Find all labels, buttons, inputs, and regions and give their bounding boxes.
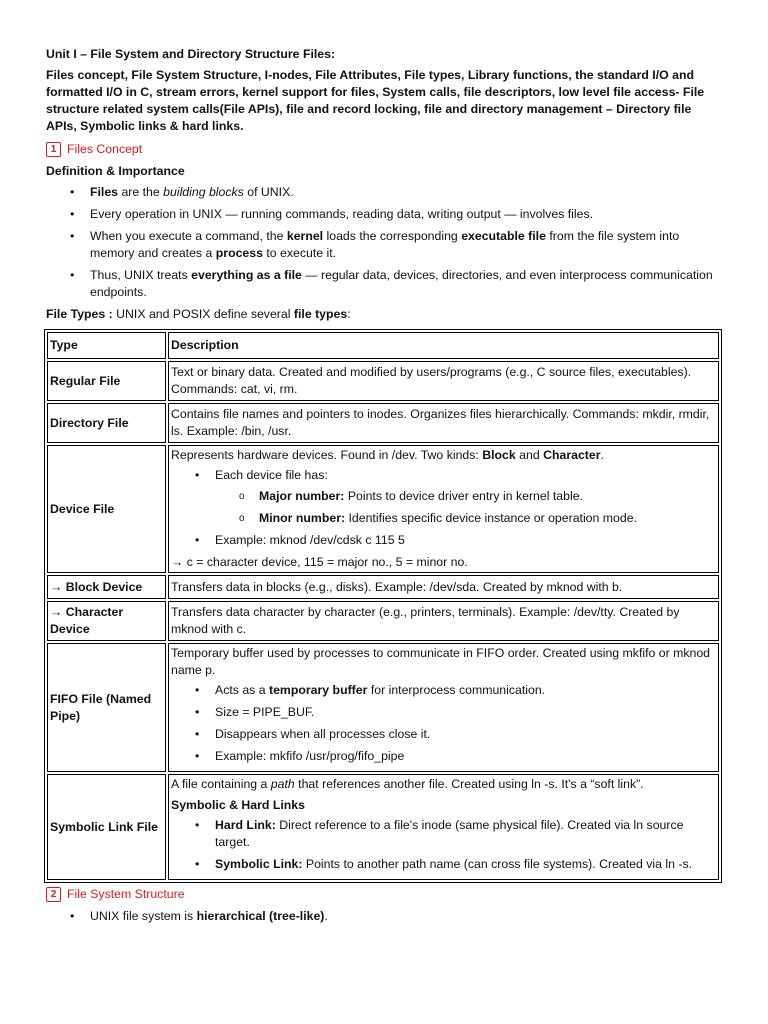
text: Represents hardware devices. Found in /dev. Two kinds:: [171, 448, 483, 462]
bold-text: Hard Link:: [215, 818, 276, 832]
bold-text: file types: [293, 307, 348, 321]
file-types-table: [44, 329, 722, 883]
list-item: • Disappears when all processes close it.: [215, 726, 716, 743]
text: Direct reference to a file's inode (same physical file). Created via ln source target.: [215, 818, 684, 849]
list-item: [215, 856, 716, 873]
table-row: [47, 361, 719, 401]
fifo-intro: Temporary buffer used by processes to communicate in FIFO order. Created using mkfifo or mknod name p.: [171, 646, 711, 677]
section-1-heading: [46, 141, 722, 158]
text: UNIX and POSIX define several: [112, 307, 294, 321]
list-item: • Example: mkfifo /usr/prog/fifo_pipe: [215, 748, 716, 765]
section-2-heading: [46, 886, 722, 903]
bold-text: Major number:: [259, 489, 345, 503]
description-cell: Transfers data character by character (e.g., printers, terminals). Example: /dev/tty. Created by mknod with c.: [168, 601, 719, 641]
type-cell: FIFO File (Named Pipe): [47, 643, 166, 772]
unit-title: Unit I – File System and Directory Structure Files:: [46, 47, 336, 61]
device-footer: → c = character device, 115 = major no., 5 = minor no.: [171, 555, 468, 569]
table-row: [47, 774, 719, 880]
number-2-icon: 2: [46, 887, 61, 902]
list-item: [90, 184, 722, 201]
bold-text: process: [215, 246, 263, 260]
unit-topics: Files concept, File System Structure, I-nodes, File Attributes, File types, Library functions, the standard I/O and formatted I/O in C, stream errors, kernel support for files, System calls, file descriptors, low level file access- File structure related system calls(File APIs), file and record locking, file and directory management – Directory file APIs, Symbolic links & hard links.: [46, 68, 705, 133]
list-item: [215, 532, 716, 549]
text: Points to device driver entry in kernel table.: [344, 489, 583, 503]
text: Points to another path name (can cross file systems). Created via ln -s.: [302, 857, 693, 871]
type-cell: → Block Device: [47, 575, 166, 599]
type-cell: Directory File: [47, 403, 166, 443]
fifo-list: [171, 682, 716, 765]
text: UNIX file system is: [90, 909, 197, 923]
list-item: [90, 228, 722, 262]
table-header-row: [47, 332, 719, 359]
type-cell: → Character Device: [47, 601, 166, 641]
table-row: [47, 601, 719, 641]
definition-list: [46, 184, 722, 301]
text: that references another file. Created using ln -s. It's a “soft link”.: [294, 777, 644, 791]
text: and: [515, 448, 544, 462]
bold-text: Symbolic Link:: [215, 857, 303, 871]
bold-text: temporary buffer: [269, 683, 368, 697]
text: When you execute a command, the: [90, 229, 287, 243]
header-description: Description: [168, 332, 719, 359]
bold-text: Character: [543, 448, 601, 462]
text: for interprocess communication.: [367, 683, 546, 697]
list-item: • Size = PIPE_BUF.: [215, 704, 716, 721]
list-item: [215, 682, 716, 699]
table-row: [47, 575, 719, 599]
device-intro: [171, 447, 716, 464]
list-item: [90, 267, 722, 301]
bold-text: executable file: [461, 229, 546, 243]
description-cell: [168, 445, 719, 573]
list-item: [259, 488, 716, 505]
links-subheading: Symbolic & Hard Links: [171, 798, 305, 812]
header-type: Type: [47, 332, 166, 359]
bold-text: everything as a file: [191, 268, 302, 282]
section-2-title: File System Structure: [67, 887, 185, 901]
text: Every operation in UNIX — running commands, reading data, writing output — involves files.: [90, 207, 594, 221]
italic-text: building blocks: [163, 185, 244, 199]
description-cell: Transfers data in blocks (e.g., disks). Example: /dev/sda. Created by mknod with b.: [168, 575, 719, 599]
device-list: [171, 467, 716, 549]
number-1-icon: 1: [46, 142, 61, 157]
text: .: [324, 909, 328, 923]
text: Thus, UNIX treats: [90, 268, 192, 282]
text: A file containing a: [171, 777, 271, 791]
italic-text: path: [270, 777, 295, 791]
list-item: [90, 908, 722, 925]
symlink-intro: [171, 776, 716, 793]
text: Example: mknod /dev/cdsk c 115 5: [215, 533, 405, 547]
description-cell: Contains file names and pointers to inodes. Organizes files hierarchically. Commands: mkdir, rmdir, ls. Example: /bin, /usr.: [168, 403, 719, 443]
definition-subheading: Definition & Importance: [46, 164, 185, 178]
text: of UNIX.: [243, 185, 294, 199]
description-cell: Text or binary data. Created and modified by users/programs (e.g., C source files, executables). Commands: cat, vi, rm.: [168, 361, 719, 401]
text: :: [347, 307, 351, 321]
table-row: [47, 403, 719, 443]
bold-text: Minor number:: [259, 511, 346, 525]
list-item: [90, 206, 722, 223]
table-row: [47, 643, 719, 772]
type-cell: Symbolic Link File: [47, 774, 166, 880]
bold-text: File Types :: [46, 307, 113, 321]
bold-text: Block: [482, 448, 516, 462]
text: from the file system into memory and creates a: [90, 229, 680, 260]
text: are the: [118, 185, 164, 199]
section-1-title: Files Concept: [67, 142, 143, 156]
text: Acts as a: [215, 683, 269, 697]
text: Each device file has:: [215, 468, 328, 482]
file-types-intro: [46, 306, 722, 323]
links-list: [171, 817, 716, 873]
device-number-list: [215, 488, 716, 527]
text: — regular data, devices, directories, and even interprocess communication endpoints.: [90, 268, 713, 299]
bold-text: Files: [90, 185, 119, 199]
list-item: [259, 510, 716, 527]
table-row: [47, 445, 719, 573]
bold-text: kernel: [286, 229, 324, 243]
text: .: [600, 448, 604, 462]
list-item: [215, 817, 716, 851]
text: to execute it.: [262, 246, 337, 260]
structure-list: [46, 908, 722, 925]
list-item: [215, 467, 716, 527]
description-cell: [168, 774, 719, 880]
text: loads the corresponding: [323, 229, 462, 243]
description-cell: [168, 643, 719, 772]
type-cell: Regular File: [47, 361, 166, 401]
bold-text: hierarchical (tree-like): [196, 909, 325, 923]
text: Identifies specific device instance or operation mode.: [345, 511, 637, 525]
type-cell: Device File: [47, 445, 166, 573]
